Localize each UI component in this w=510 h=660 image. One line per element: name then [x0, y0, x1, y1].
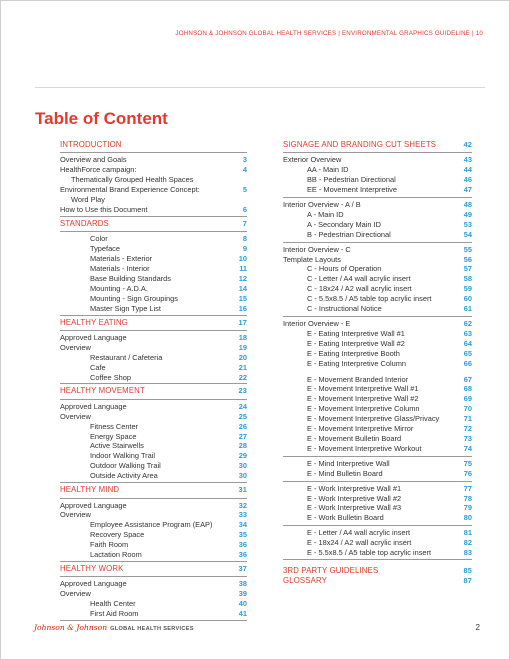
toc-section: [283, 566, 472, 576]
entry-page-number: 74: [463, 443, 472, 453]
toc-entry-group: [283, 197, 472, 240]
entry-label: C - Instructional Notice: [307, 304, 382, 314]
entry-page-number: 25: [238, 411, 247, 421]
section-title: GLOSSARY: [283, 576, 327, 586]
entry-page-number: 26: [238, 421, 247, 431]
toc-entry-group: [283, 481, 472, 524]
entry-page-number: 10: [238, 254, 247, 264]
entry-page-number: 9: [242, 244, 247, 254]
entry-label: C - Letter / A4 wall acrylic insert: [307, 274, 411, 284]
entry-label: Interior Overview - A / B: [283, 200, 361, 210]
entry-label: Interior Overview - C: [283, 244, 351, 254]
entry-page-number: 72: [463, 424, 472, 434]
toc-entry[interactable]: [60, 471, 247, 481]
header-divider: [35, 87, 485, 88]
section-title: HEALTHY MIND: [60, 485, 120, 495]
toc-entry[interactable]: [283, 375, 472, 385]
section-page-number: 85: [463, 565, 472, 575]
entry-page-number: 29: [238, 451, 247, 461]
toc-entry[interactable]: [283, 503, 472, 513]
entry-label: E - Movement Interpretive Glass/Privacy: [307, 414, 440, 424]
section-title: HEALTHY MOVEMENT: [60, 386, 145, 396]
entry-page-number: [245, 175, 247, 185]
entry-page-number: 53: [463, 219, 472, 229]
section-page-number: 23: [238, 386, 247, 396]
entry-page-number: 79: [463, 503, 472, 513]
toc-section-heading[interactable]: [60, 318, 247, 328]
toc-entry[interactable]: [283, 339, 472, 349]
toc-section-heading[interactable]: [60, 386, 247, 396]
entry-page-number: 75: [463, 458, 472, 468]
entry-label: E - Work Interpretive Wall #3: [307, 503, 402, 513]
entry-page-number: 34: [238, 520, 247, 530]
entry-page-number: 20: [238, 352, 247, 362]
toc-section: [60, 564, 247, 621]
entry-label: E - Eating Interpretive Wall #1: [307, 328, 405, 338]
toc-section-entries: [60, 399, 247, 481]
entry-page-number: 47: [463, 185, 472, 195]
entry-label: Environmental Brand Experience Concept:: [60, 185, 200, 195]
toc-entry[interactable]: [283, 284, 472, 294]
toc-section-heading[interactable]: [283, 140, 472, 150]
section-page-number: 7: [242, 218, 247, 228]
entry-label: Overview and Goals: [60, 155, 127, 165]
entry-label: Indoor Walking Trail: [90, 451, 156, 461]
section-title: HEALTHY EATING: [60, 317, 128, 327]
entry-label: Restaurant / Cafeteria: [90, 352, 163, 362]
entry-page-number: 57: [463, 264, 472, 274]
brand-logo: [34, 623, 194, 632]
toc-section: [60, 318, 247, 385]
entry-label: E - Mind Interpretive Wall: [307, 458, 390, 468]
toc-entry[interactable]: [60, 402, 247, 412]
logo-script: Johnson & Johnson: [34, 623, 108, 632]
entry-label: Overview: [60, 510, 91, 520]
entry-label: HealthForce campaign:: [60, 165, 137, 175]
toc-section: [60, 386, 247, 483]
entry-page-number: 71: [463, 414, 472, 424]
toc-entry[interactable]: [283, 319, 472, 329]
entry-page-number: 70: [463, 404, 472, 414]
toc-entry[interactable]: [283, 384, 472, 394]
entry-label: Approved Language: [60, 332, 127, 342]
toc-entry[interactable]: [60, 599, 247, 609]
entry-label: Coffee Shop: [90, 372, 131, 382]
entry-page-number: 83: [463, 548, 472, 558]
toc-entry[interactable]: [283, 538, 472, 548]
toc-entry[interactable]: [283, 434, 472, 444]
entry-page-number: 3: [242, 155, 247, 165]
entry-label: E - Work Interpretive Wall #2: [307, 493, 402, 503]
toc-entry[interactable]: [60, 412, 247, 422]
entry-page-number: 24: [238, 401, 247, 411]
entry-page-number: 36: [238, 550, 247, 560]
entry-label: E - 5.5x8.5 / A5 table top acrylic insert: [307, 548, 432, 558]
entry-label: E - Eating Interpretive Column: [307, 358, 406, 368]
logo-text: GLOBAL HEALTH SERVICES: [110, 626, 194, 632]
entry-label: B - Pedestrian Directional: [307, 229, 391, 239]
entry-page-number: [245, 195, 247, 205]
entry-label: E - Eating Interpretive Booth: [307, 348, 400, 358]
entry-label: Base Building Standards: [90, 273, 171, 283]
section-title: HEALTHY WORK: [60, 563, 124, 573]
toc-section: [60, 485, 247, 562]
toc-entry[interactable]: [283, 494, 472, 504]
entry-label: E - Movement Bulletin Board: [307, 433, 402, 443]
entry-label: A - Secondary Main ID: [307, 219, 381, 229]
toc-entry[interactable]: [60, 234, 247, 244]
entry-label: E - Work Bulletin Board: [307, 513, 384, 523]
entry-label: Recovery Space: [90, 530, 145, 540]
toc-section: [60, 140, 247, 217]
entry-label: Typeface: [90, 244, 120, 254]
toc-entry[interactable]: [60, 294, 247, 304]
entry-page-number: 41: [238, 609, 247, 619]
entry-page-number: 76: [463, 468, 472, 478]
toc-section: [283, 576, 472, 586]
toc-entry[interactable]: [283, 200, 472, 210]
toc-entry-group: [283, 316, 472, 454]
toc-entry[interactable]: [283, 548, 472, 558]
toc-entry[interactable]: [60, 333, 247, 343]
entry-page-number: 38: [238, 579, 247, 589]
toc-entry[interactable]: [283, 175, 472, 185]
entry-label: Approved Language: [60, 401, 127, 411]
entry-page-number: 65: [463, 348, 472, 358]
entry-page-number: 22: [238, 372, 247, 382]
entry-page-number: 68: [463, 384, 472, 394]
toc-section-entries: [60, 498, 247, 560]
toc-entry[interactable]: [60, 461, 247, 471]
section-page-number: 87: [463, 576, 472, 586]
entry-label: Employee Assistance Program (EAP): [90, 520, 213, 530]
toc-entry[interactable]: [60, 195, 247, 205]
entry-label: E - Movement Branded Interior: [307, 374, 409, 384]
entry-page-number: 59: [463, 284, 472, 294]
toc-entry[interactable]: [283, 424, 472, 434]
entry-page-number: 55: [463, 244, 472, 254]
entry-label: Outside Activity Area: [90, 471, 158, 481]
entry-page-number: 44: [463, 165, 472, 175]
entry-page-number: 35: [238, 530, 247, 540]
entry-label: E - Eating Interpretive Wall #2: [307, 338, 405, 348]
toc-entry[interactable]: [60, 205, 247, 215]
entry-page-number: 18: [238, 332, 247, 342]
entry-page-number: 78: [463, 493, 472, 503]
entry-label: Active Stairwells: [90, 441, 144, 451]
toc-entry[interactable]: [60, 501, 247, 511]
toc-entry[interactable]: [60, 175, 247, 185]
toc-right-column: [283, 140, 472, 587]
section-page-number: 37: [238, 563, 247, 573]
toc-entry-group: [283, 456, 472, 479]
toc-section-entries: [60, 576, 247, 619]
entry-label: Master Sign Type List: [90, 303, 161, 313]
entry-page-number: 11: [239, 263, 247, 273]
entry-page-number: 64: [463, 338, 472, 348]
toc-entry[interactable]: [283, 264, 472, 274]
entry-page-number: 63: [463, 328, 472, 338]
entry-label: Interior Overview - E: [283, 319, 351, 328]
toc-entry-group: [283, 525, 472, 560]
entry-label: Overview: [60, 411, 91, 421]
toc-entry[interactable]: [283, 359, 472, 369]
entry-page-number: 30: [238, 461, 247, 471]
entry-label: E - Movement Interpretive Column: [307, 404, 420, 414]
toc-entry[interactable]: [283, 349, 472, 359]
entry-page-number: 54: [463, 229, 472, 239]
toc-entry[interactable]: [283, 294, 472, 304]
toc-entry[interactable]: [60, 284, 247, 294]
toc-entry[interactable]: [283, 245, 472, 255]
entry-label: Outdoor Walking Trail: [90, 461, 161, 471]
toc-entry[interactable]: [60, 520, 247, 530]
toc-entry[interactable]: [60, 550, 247, 560]
entry-page-number: 60: [463, 294, 472, 304]
toc-entry[interactable]: [283, 459, 472, 469]
toc-entry[interactable]: [60, 254, 247, 264]
entry-label: AA - Main ID: [307, 165, 349, 175]
toc-section: [283, 140, 472, 560]
toc-entry[interactable]: [283, 304, 472, 314]
toc-entry[interactable]: [60, 579, 247, 589]
toc-entry[interactable]: [60, 589, 247, 599]
toc-entry[interactable]: [60, 165, 247, 175]
toc-entry[interactable]: [283, 185, 472, 195]
toc-entry[interactable]: [283, 230, 472, 240]
entry-label: Approved Language: [60, 500, 127, 510]
entry-page-number: 69: [463, 394, 472, 404]
entry-label: Overview: [60, 589, 91, 599]
toc-entry[interactable]: [283, 513, 472, 523]
entry-page-number: 32: [238, 500, 247, 510]
entry-label: Energy Space: [90, 431, 137, 441]
entry-label: E - Movement Interpretive Mirror: [307, 424, 414, 434]
entry-label: E - Movement Interpretive Workout: [307, 443, 422, 453]
entry-page-number: 48: [463, 200, 472, 210]
toc-entry-group: [283, 152, 472, 195]
toc-entry[interactable]: [283, 255, 472, 265]
entry-page-number: 40: [238, 599, 247, 609]
entry-page-number: 61: [463, 304, 472, 314]
entry-page-number: 36: [238, 540, 247, 550]
toc-section-entries: [60, 231, 247, 313]
toc-entry[interactable]: [283, 155, 472, 165]
running-header: JOHNSON & JOHNSON GLOBAL HEALTH SERVICES | ENVIRONMENTAL GRAPHICS GUIDELINE | 10: [175, 30, 483, 37]
toc-entry[interactable]: [60, 343, 247, 353]
entry-page-number: 77: [463, 483, 472, 493]
entry-page-number: 30: [238, 471, 247, 481]
entry-page-number: 15: [238, 293, 247, 303]
toc-entry[interactable]: [283, 210, 472, 220]
entry-page-number: 62: [463, 319, 472, 328]
toc-section-heading[interactable]: [60, 564, 247, 574]
toc-section-heading[interactable]: [283, 576, 472, 586]
entry-label: Fitness Center: [90, 421, 139, 431]
toc-entry[interactable]: [60, 155, 247, 165]
entry-label: E - Mind Bulletin Board: [307, 468, 383, 478]
entry-page-number: 21: [238, 362, 247, 372]
entry-page-number: 28: [238, 441, 247, 451]
entry-label: Overview: [60, 342, 91, 352]
entry-page-number: 39: [238, 589, 247, 599]
toc-entry[interactable]: [60, 185, 247, 195]
toc-section-heading[interactable]: [283, 566, 472, 576]
toc-entry[interactable]: [60, 530, 247, 540]
page-title: Table of Content: [35, 109, 168, 128]
toc-entry[interactable]: [60, 540, 247, 550]
toc-entry[interactable]: [283, 528, 472, 538]
toc-entry[interactable]: [283, 329, 472, 339]
toc-left-column: [60, 140, 247, 623]
entry-label: E - 18x24 / A2 wall acrylic insert: [307, 538, 412, 548]
entry-page-number: 46: [463, 175, 472, 185]
toc-section-heading[interactable]: [60, 219, 247, 229]
entry-page-number: 12: [238, 273, 247, 283]
entry-page-number: 14: [238, 283, 247, 293]
page-number: 2: [475, 623, 480, 632]
entry-label: BB - Pedestrian Directional: [307, 175, 396, 185]
entry-page-number: 27: [238, 431, 247, 441]
entry-label: A - Main ID: [307, 209, 344, 219]
entry-label: Color: [90, 234, 108, 244]
toc-entry[interactable]: [283, 274, 472, 284]
entry-label: Exterior Overview: [283, 155, 342, 165]
entry-label: EE - Movement Interpretive: [307, 185, 397, 195]
entry-page-number: 8: [242, 234, 247, 244]
entry-label: First Aid Room: [90, 609, 139, 619]
toc-entry[interactable]: [60, 304, 247, 314]
toc-section-entries: [60, 152, 247, 214]
toc-entry[interactable]: [60, 609, 247, 619]
entry-page-number: 81: [463, 528, 472, 538]
toc-entry[interactable]: [283, 414, 472, 424]
entry-label: E - Movement Interpretive Wall #1: [307, 384, 419, 394]
toc-entry[interactable]: [60, 422, 247, 432]
toc-entry[interactable]: [283, 469, 472, 479]
entry-page-number: 73: [463, 433, 472, 443]
toc-entry[interactable]: [283, 165, 472, 175]
toc-entry-group: [283, 242, 472, 314]
entry-page-number: 67: [463, 374, 472, 384]
entry-page-number: 56: [463, 254, 472, 264]
entry-page-number: 33: [238, 510, 247, 520]
entry-label: Template Layouts: [283, 254, 341, 264]
entry-label: Mounting - A.D.A.: [90, 283, 148, 293]
section-page-number: 17: [238, 317, 247, 327]
toc-entry[interactable]: [60, 264, 247, 274]
section-page-number: 31: [238, 485, 247, 495]
entry-page-number: 58: [463, 274, 472, 284]
entry-label: C - 5.5x8.5 / A5 table top acrylic insert: [307, 294, 432, 304]
toc-entry[interactable]: [283, 444, 472, 454]
entry-page-number: 6: [242, 204, 247, 214]
entry-label: E - Letter / A4 wall acrylic insert: [307, 528, 411, 538]
toc-entry[interactable]: [60, 451, 247, 461]
entry-page-number: 16: [238, 303, 247, 313]
toc-section-heading[interactable]: [60, 485, 247, 495]
entry-label: How to Use this Document: [60, 204, 148, 214]
entry-page-number: 80: [463, 513, 472, 523]
toc-entry[interactable]: [60, 441, 247, 451]
entry-label: Approved Language: [60, 579, 127, 589]
toc-entry[interactable]: [283, 404, 472, 414]
entry-page-number: 19: [238, 342, 247, 352]
entry-page-number: 66: [463, 358, 472, 368]
toc-entry[interactable]: [60, 244, 247, 254]
entry-page-number: 43: [463, 155, 472, 165]
entry-page-number: 5: [242, 185, 247, 195]
toc-entry[interactable]: [60, 510, 247, 520]
toc-entry[interactable]: [283, 484, 472, 494]
entry-label: Materials - Exterior: [90, 254, 153, 264]
toc-entry[interactable]: [283, 394, 472, 404]
entry-page-number: 4: [242, 165, 247, 175]
toc-entry[interactable]: [60, 353, 247, 363]
entry-label: Faith Room: [90, 540, 129, 550]
entry-label: Thematically Grouped Health Spaces: [71, 175, 194, 185]
toc-entry[interactable]: [60, 363, 247, 373]
toc-entry[interactable]: [60, 432, 247, 442]
toc-section: [60, 219, 247, 316]
section-title: STANDARDS: [60, 218, 109, 228]
entry-label: Mounting - Sign Groupings: [90, 293, 178, 303]
toc-section-heading[interactable]: [60, 140, 247, 150]
toc-entry[interactable]: [283, 220, 472, 230]
section-page-number: 42: [463, 140, 472, 149]
entry-label: E - Movement Interpretive Wall #2: [307, 394, 419, 404]
entry-page-number: 82: [463, 538, 472, 548]
entry-label: Cafe: [90, 362, 106, 372]
entry-label: E - Work Interpretive Wall #1: [307, 483, 402, 493]
entry-label: Lactation Room: [90, 550, 142, 560]
toc-section-entries: [60, 330, 247, 383]
toc-entry[interactable]: [60, 373, 247, 383]
section-title: INTRODUCTION: [60, 140, 122, 149]
entry-label: Health Center: [90, 599, 136, 609]
entry-label: Word Play: [71, 195, 105, 205]
toc-entry[interactable]: [60, 274, 247, 284]
entry-label: C - 18x24 / A2 wall acrylic insert: [307, 284, 412, 294]
section-title: SIGNAGE AND BRANDING CUT SHEETS: [283, 140, 437, 149]
entry-label: Materials - Interior: [90, 263, 150, 273]
entry-label: C - Hours of Operation: [307, 264, 382, 274]
section-title: 3RD PARTY GUIDELINES: [283, 565, 379, 575]
entry-page-number: 49: [463, 209, 472, 219]
